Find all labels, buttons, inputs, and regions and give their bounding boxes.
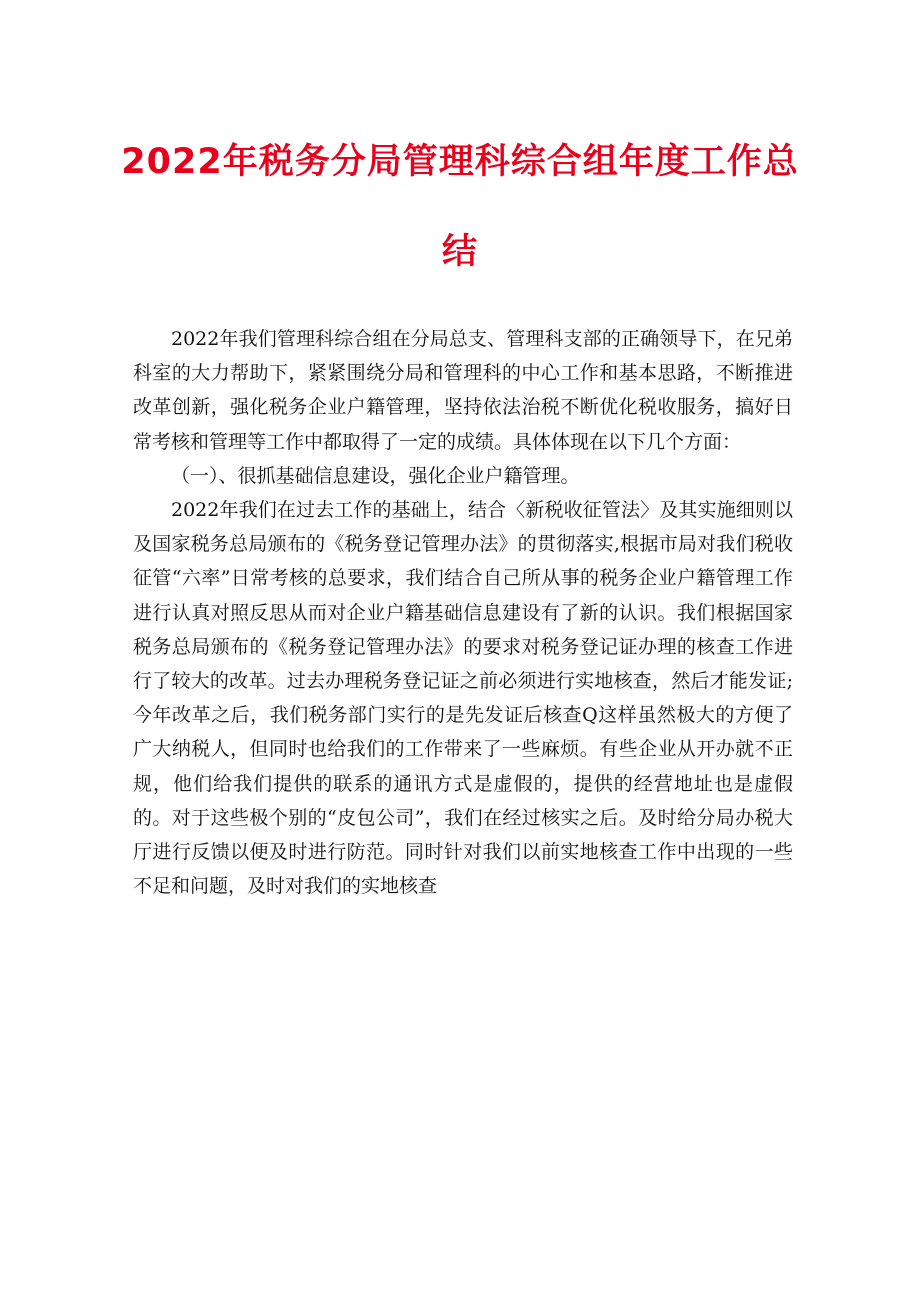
paragraph-intro: 2022年我们管理科综合组在分局总支、管理科支部的正确领导下，在兄弟科室的大力帮助下，紧紧围绕分局和管理科的中心工作和基本思路，不断推进改革创新，强化税务企业户籍管理，坚持依法治税不断优化税收服务，搞好日常考核和管理等工作中都取得了一定的成绩。具体体现在以下几个方面： [133,328,793,453]
section-heading-1: （一）、很抓基础信息建设，强化企业户籍管理。 [171,464,580,487]
paragraph-section-1: 2022年我们在过去工作的基础上，结合〈新税收征管法〉及其实施细则以及国家税务总局颁布的《税务登记管理办法》的贯彻落实,根据市局对我们税收征管“六率”日常考核的总要求，我们结合自己所从事的税务企业户籍管理工作进行认真对照反思从而对企业户籍基础信息建设有了新的认识。我们根据国家税务总局颁布的《税务登记管理办法》的要求对税务登记证办理的核查工作进行了较大的改革。过去办理税务登记证之前必须进行实地核查，然后才能发证;今年改革之后，我们税务部门实行的是先发证后核查Q这样虽然极大的方便了广大纳税人，但同时也给我们的工作带来了一些麻烦。有些企业从开办就不正规，他们给我们提供的联系的通讯方式是虚假的，提供的经营地址也是虚假的。对于这些极个别的“皮包公司”，我们在经过核实之后。及时给分局办税大厅进行反馈以便及时进行防范。同时针对我们以前实地核查工作中出现的一些不足和问题，及时对我们的实地核查 [133,499,793,898]
document-title-line-1: 2022年税务分局管理科综合组年度工作总 [121,142,799,182]
document-title-line-2: 结 [441,232,478,272]
document-body [133,322,793,903]
